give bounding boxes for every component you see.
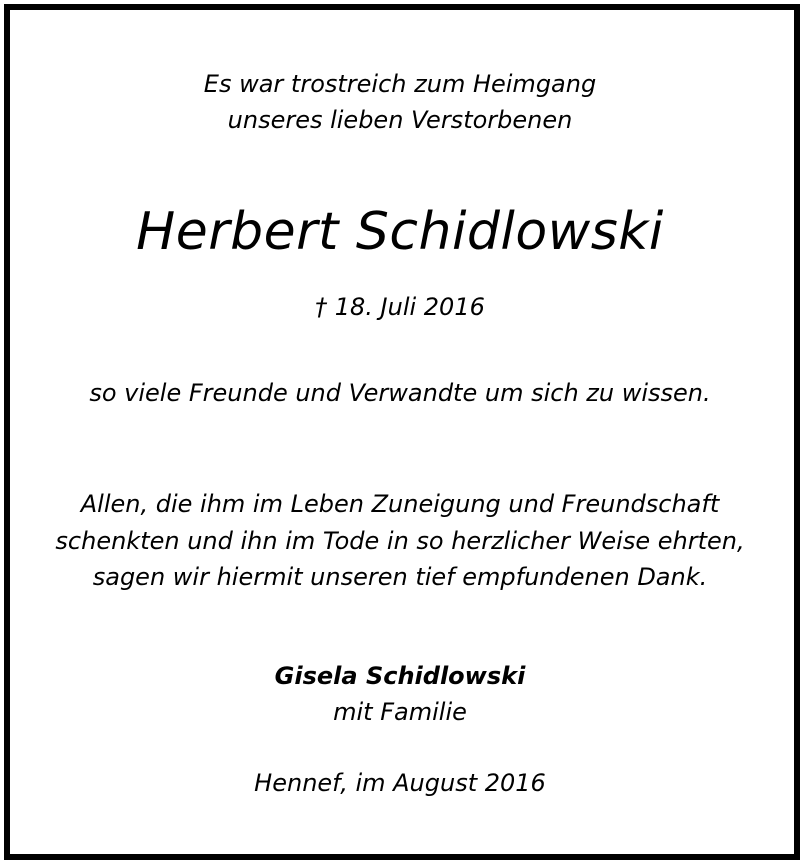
signature-family: mit Familie bbox=[333, 698, 467, 726]
thanks-line-2: schenkten und ihn im Tode in so herzlicher Weise ehrten, bbox=[55, 527, 745, 555]
thanks-line-3: sagen wir hiermit unseren tief empfundenen Dank. bbox=[92, 563, 708, 591]
intro-line-1: Es war trostreich zum Heimgang bbox=[203, 70, 597, 98]
deceased-name: Herbert Schidlowski bbox=[136, 202, 664, 262]
signature-name: Gisela Schidlowski bbox=[274, 662, 526, 690]
place-date: Hennef, im August 2016 bbox=[254, 769, 546, 797]
message-line: so viele Freunde und Verwandte um sich zu wissen. bbox=[89, 379, 711, 407]
intro-line-2: unseres lieben Verstorbenen bbox=[227, 106, 573, 134]
thanks-line-1: Allen, die ihm im Leben Zuneigung und Freundschaft bbox=[80, 490, 720, 518]
death-date: † 18. Juli 2016 bbox=[315, 293, 485, 321]
